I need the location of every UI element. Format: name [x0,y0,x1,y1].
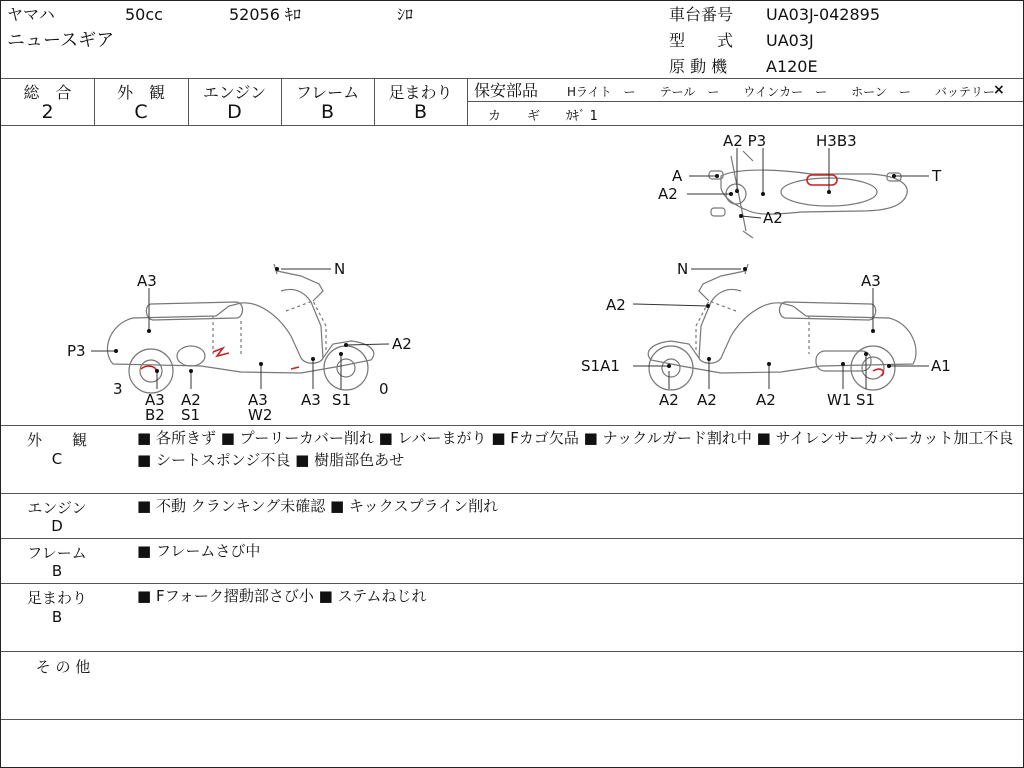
damage-mark [873,369,883,376]
damage-mark [807,175,837,185]
label-right-n: N [677,260,689,278]
left-scooter-front [281,289,323,358]
label-top-a2-bottom: A2 [763,209,783,227]
maker: ヤマハ [7,5,55,24]
section-exterior-grade: C [51,450,63,468]
divider [467,101,1023,102]
frame-no: UA03J-042895 [766,5,881,24]
left-scooter-body [107,303,373,373]
label-left-a2-right: A2 [392,335,412,353]
label-left-b2b: S1 [181,406,201,424]
displacement: 50cc [125,5,163,24]
divider [1,78,1023,79]
key-label: カ ギ [488,109,541,124]
grade-overall-value: 2 [41,101,54,123]
label-top-a2p3: A2 P3 [723,132,767,150]
model-code: UA03J [766,31,814,50]
label-left-b3: A3 [248,391,268,409]
label-left-3: 3 [113,380,123,398]
label-right-b1: A2 [659,391,679,409]
label-left-b4: A3 [301,391,321,409]
label-left-b5: S1 [332,391,352,409]
damage-mark [213,348,229,356]
grade-overall-label: 総 合 [23,83,72,102]
section-engine-title: エンジン [27,499,87,517]
grade-engine-value: D [227,101,242,123]
label-left-b3b: W2 [248,406,273,424]
divider [1,651,1023,652]
section-engine-text: ■ 不動 クランキング未確認 ■ キックスプライン削れ [137,497,499,515]
safety-title: 保安部品 [474,81,539,100]
label-right-a3-top: A3 [861,272,881,290]
grade-frame-value: B [320,101,335,123]
divider [1,583,1023,584]
label-left-n: N [334,260,346,278]
grade-exterior-value: C [134,101,148,123]
label-right-b4: W1 [827,391,852,409]
engine-label: 原 動 機 [669,57,728,76]
mileage: 52056 ｷﾛ [229,5,301,24]
key-value: ｶｷﾞ 1 [566,109,598,124]
section-suspension-text: ■ Fフォーク摺動部さび小 ■ ステムねじれ [137,587,427,605]
label-right-a2-mid: A2 [606,296,626,314]
label-right-b2: A2 [697,391,717,409]
damage-mark [141,366,157,371]
section-frame-grade: B [51,562,63,580]
label-right-b3: A2 [756,391,776,409]
model-code-label: 型 式 [669,31,734,50]
section-suspension-grade: B [51,608,63,626]
divider [1,425,1023,426]
section-frame-text: ■ フレームさび中 [137,542,261,560]
battery-mark: × [993,82,1005,98]
model-name: ニュースギア [7,30,115,51]
label-right-s1a1: S1A1 [581,357,620,375]
damage-diagram [1,126,1023,426]
label-left-b1: A3 [145,391,165,409]
divider [1,719,1023,720]
color: ｼﾛ [397,5,414,24]
grade-engine-label: エンジン [202,83,267,102]
section-suspension-title: 足まわり [26,589,87,607]
label-right-b5: S1 [856,391,876,409]
section-engine-grade: D [51,517,63,535]
label-left-p3: P3 [67,342,86,360]
section-frame-title: フレーム [27,544,87,562]
grade-frame-label: フレーム [295,83,360,102]
label-left-b1b: B2 [145,406,165,424]
safety-items: Hライト ー テール ー ウインカー ー ホーン ー バッテリー [567,85,995,99]
grade-suspension-label: 足まわり [388,83,453,102]
divider [1,493,1023,494]
section-exterior-text: ■ 各所きず ■ プーリーカバー削れ ■ レバーまがり ■ Fカゴ欠品 ■ ナックルガード割れ中 ■ サイレンサーカバーカット加工不良 ■ シートスポンジ不良 ■ 樹脂部色あせ [137,429,1014,469]
grade-exterior-label: 外 観 [116,83,165,102]
top-scooter-body [721,170,907,214]
label-left-0: 0 [379,380,389,398]
frame-no-label: 車台番号 [669,5,734,24]
label-top-h3b3: H3B3 [816,132,857,150]
grade-suspension-value: B [413,101,428,123]
label-right-a1: A1 [931,357,951,375]
label-top-t: T [932,167,942,185]
section-exterior-title: 外 観 [26,431,87,449]
label-top-a2-left: A2 [658,185,678,203]
label-top-a: A [672,167,683,185]
section-other-title: そ の 他 [35,658,91,676]
divider [1,538,1023,539]
label-left-a3-top: A3 [137,272,157,290]
engine: A120E [766,57,818,76]
damage-mark [291,367,299,369]
label-left-b2: A2 [181,391,201,409]
